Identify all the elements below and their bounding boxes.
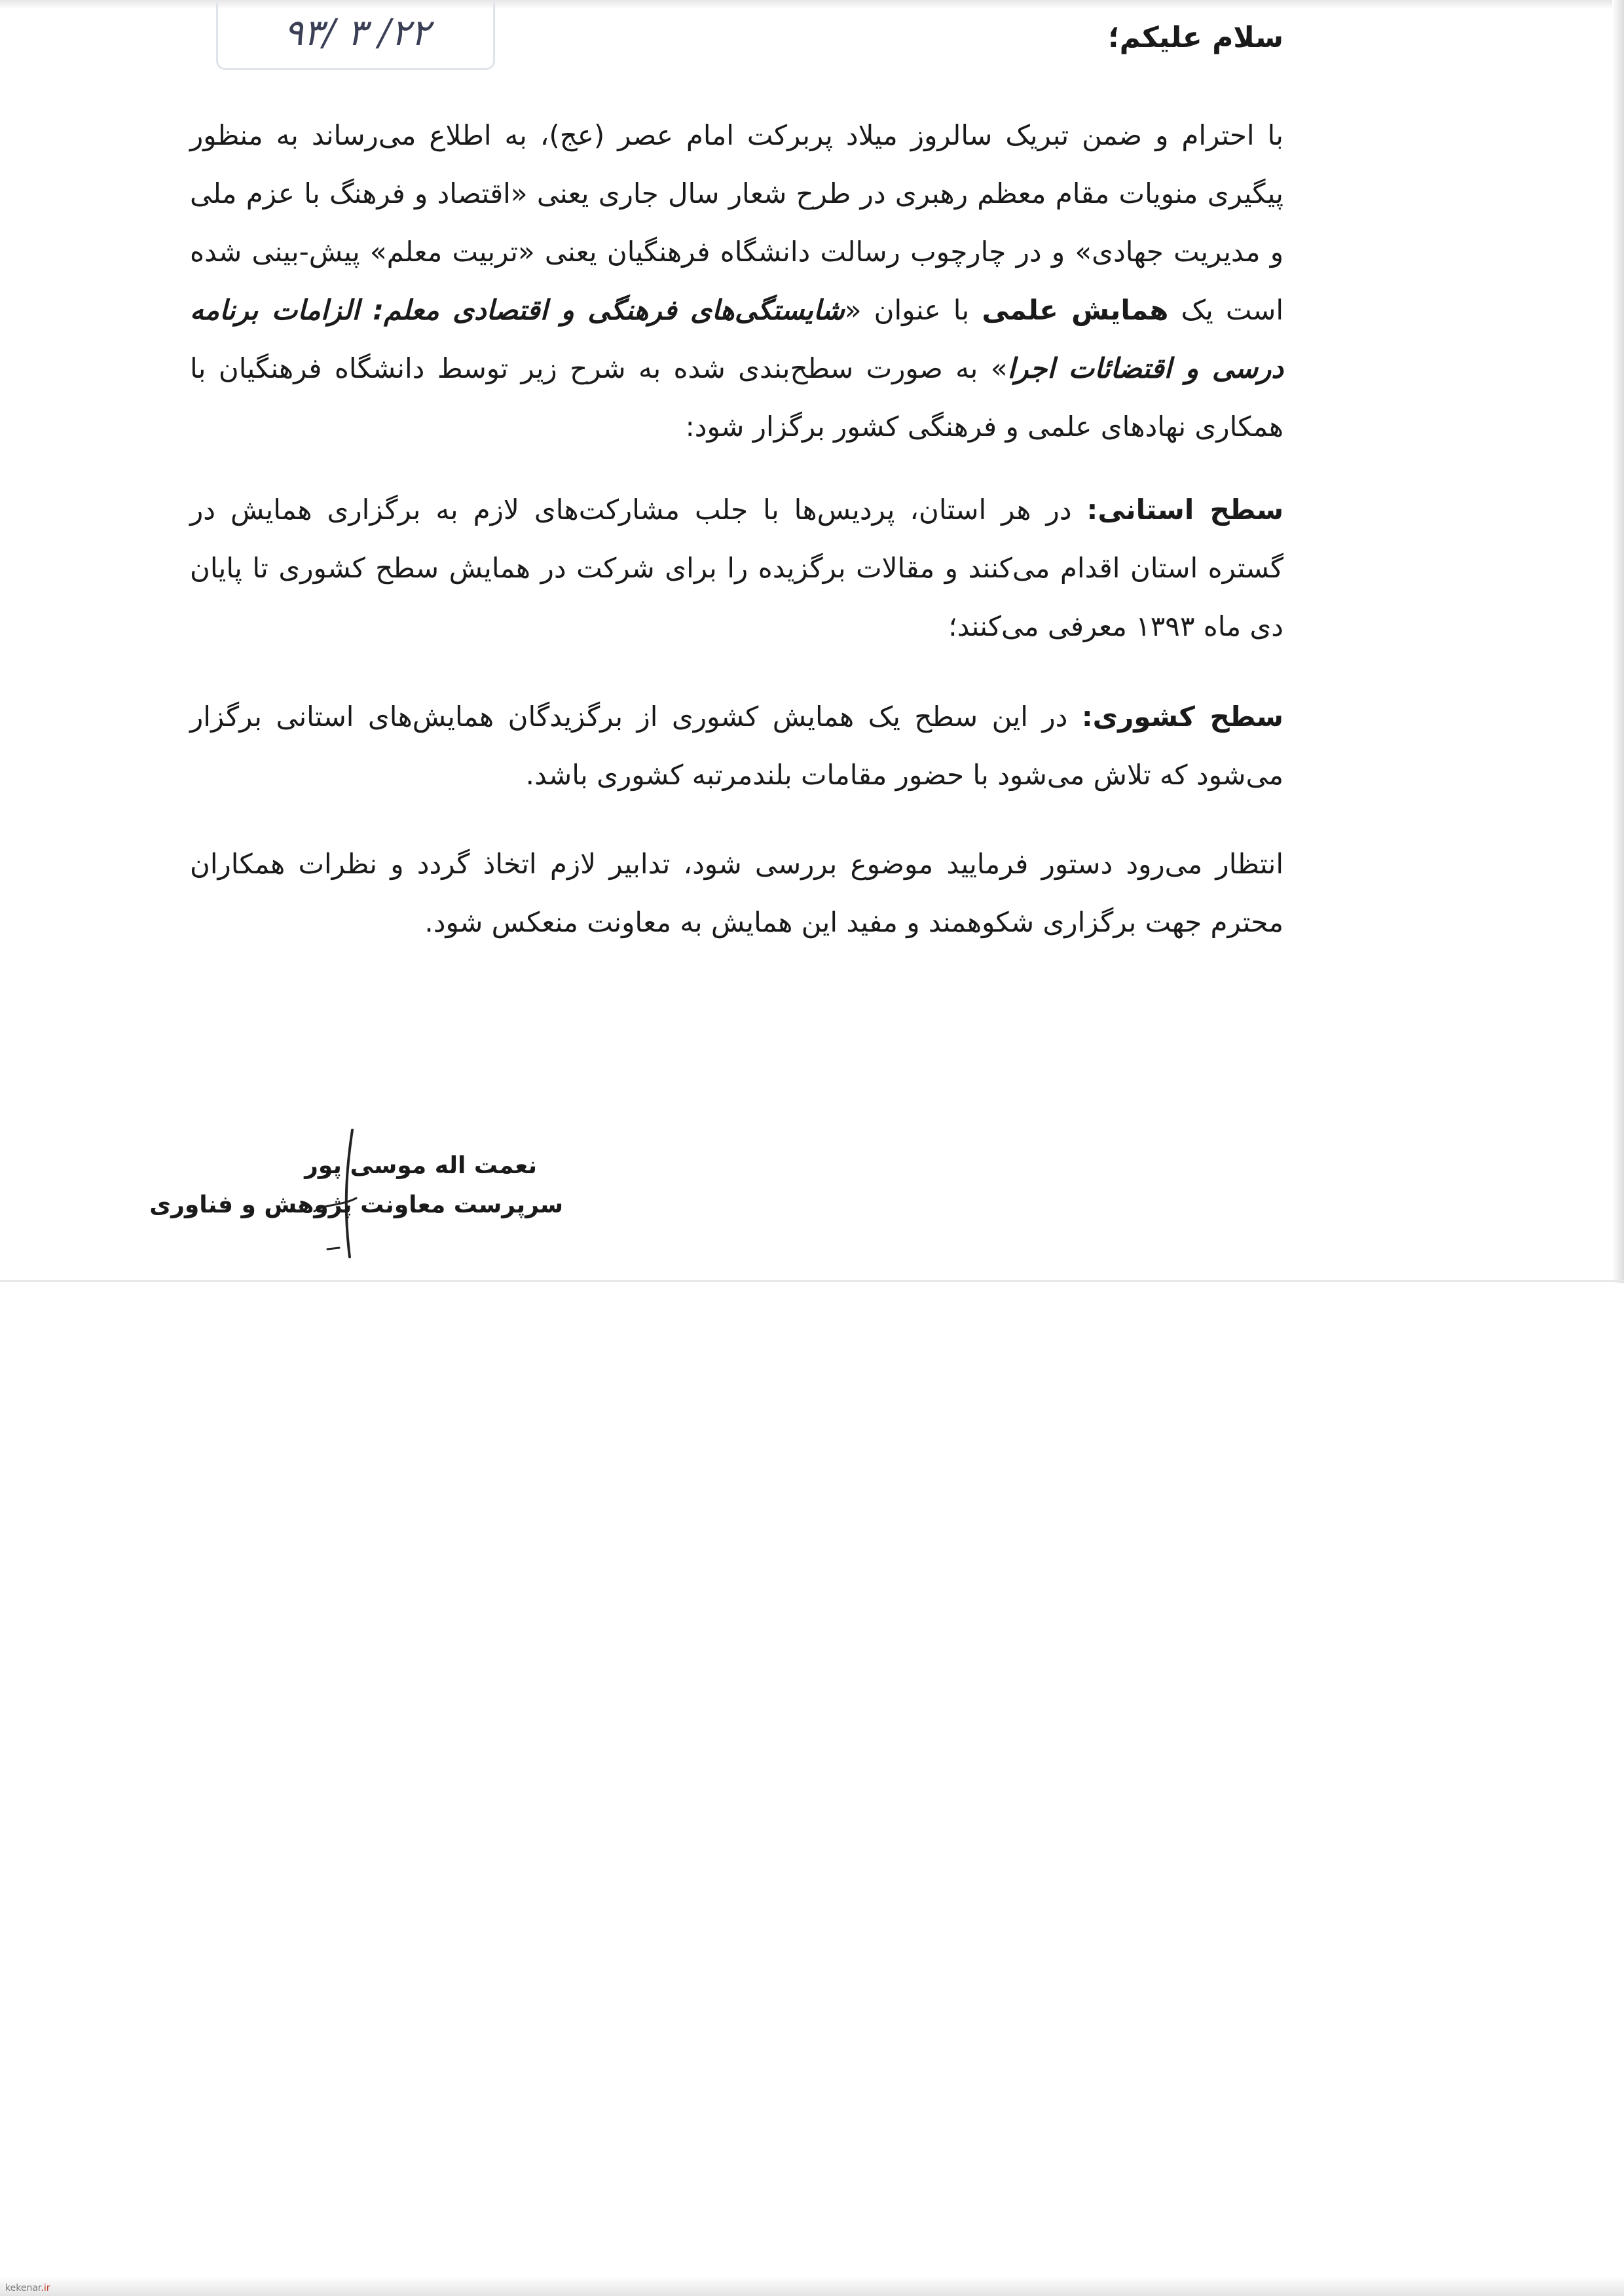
- paragraph-national-level: [190, 687, 1283, 804]
- conference-label: همایش علمی: [982, 294, 1169, 326]
- corner-watermark-logo: [5, 2283, 50, 2293]
- paragraph-provincial-level: [190, 481, 1283, 655]
- signatory-title: سرپرست معاونت پژوهش و فناوری: [149, 1192, 563, 1218]
- watermark-accent: .ir: [41, 2283, 50, 2293]
- national-level-label: سطح کشوری:: [1081, 701, 1283, 733]
- scan-edge-right: [1612, 0, 1624, 1283]
- watermark-text: kekenar: [5, 2283, 41, 2293]
- provincial-level-text: در هر استان، پردیس‌ها با جلب مشارکت‌های لازم به برگزاری همایش در گستره استان اقدام می‌کنند و مقالات برگزیده را برای شرکت در همایش سطح کشوری تا پایان دی ماه ۱۳۹۳ معرفی می‌کنند؛: [190, 494, 1283, 642]
- paragraph-intro: [190, 106, 1283, 456]
- scan-fold-line: [0, 1280, 1624, 1282]
- signatory-name: نعمت اله موسی پور: [304, 1152, 537, 1179]
- handwritten-date: ۹۳/ ۳ /۲۲: [284, 12, 430, 54]
- provincial-level-label: سطح استانی:: [1086, 494, 1284, 526]
- intro-text-c: » به صورت سطح‌بندی شده به شرح زیر توسط دانشگاه فرهنگیان با همکاری نهادهای علمی و فرهنگی کشور برگزار شود:: [190, 352, 1283, 443]
- conference-title: شایستگی‌های فرهنگی و اقتصادی معلم: الزامات برنامه درسی و اقتضائات اجرا: [190, 294, 1283, 384]
- intro-text-a: با احترام و ضمن تبریک سالروز میلاد پربرکت امام عصر (عج)، به اطلاع می‌رساند به منظور پیگیری منویات مقام معظم رهبری در طرح شعار سال جاری یعنی «اقتصاد و فرهنگ با عزم ملی و مدیریت جهادی» و در چارچوب رسالت دانشگاه فرهنگیان یعنی «تربیت معلم» پیش-بینی شده است یک: [190, 119, 1283, 326]
- national-level-text: در این سطح یک همایش کشوری از برگزیدگان همایش‌های استانی برگزار می‌شود که تلاش می‌شود با حضور مقامات بلندمرتبه کشوری باشد.: [190, 701, 1283, 791]
- paragraph-closing: انتظار می‌رود دستور فرمایید موضوع بررسی شود، تدابیر لازم اتخاذ گردد و نظرات همکاران محترم جهت برگزاری شکوهمند و مفید این همایش به معاونت منعکس شود.: [190, 848, 1283, 938]
- intro-text-b: با عنوان «: [844, 294, 982, 326]
- scan-edge-bottom: [0, 2276, 1624, 2296]
- salutation: سلام علیکم؛: [1108, 21, 1283, 54]
